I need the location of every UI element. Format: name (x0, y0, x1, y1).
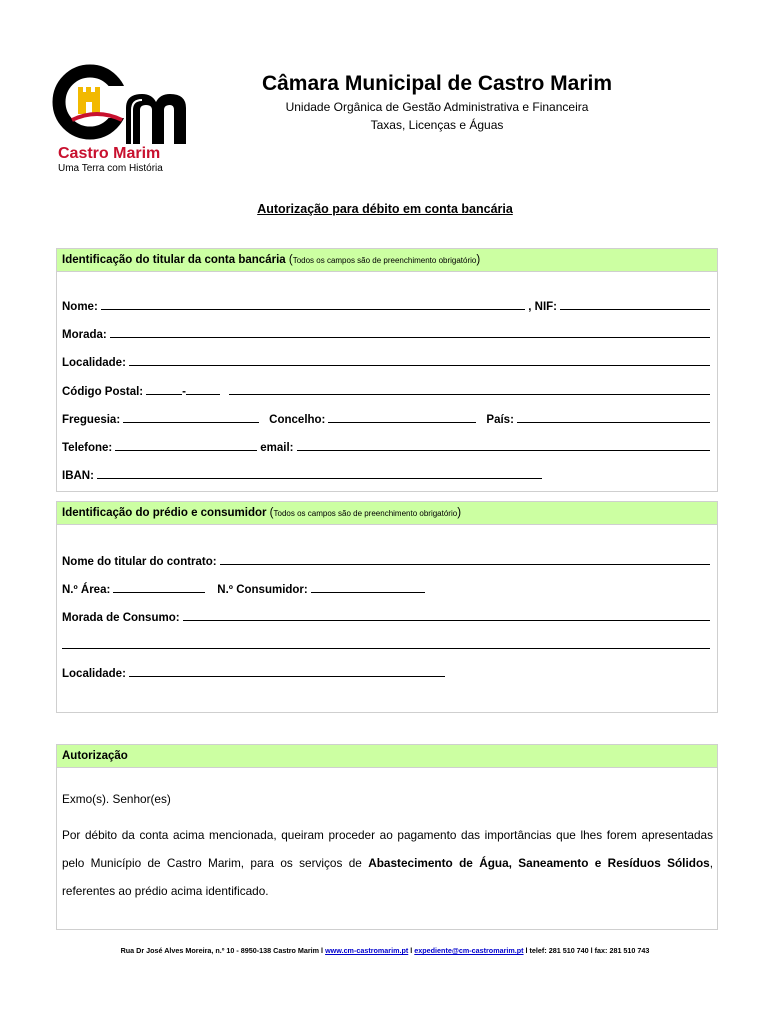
localidade-label: Localidade: (62, 357, 126, 369)
section-heading: Identificação do prédio e consumidor (62, 507, 267, 519)
titular-contrato-field[interactable] (220, 564, 710, 565)
organization-title: Câmara Municipal de Castro Marim (261, 72, 613, 95)
localidade-field[interactable] (129, 365, 710, 366)
area-label: N.º Área: (62, 584, 111, 596)
codigo-postal-prefix-field[interactable] (146, 394, 182, 395)
section-note: Todos os campos são de preenchimento obrigatório (292, 256, 477, 265)
localidade-consumo-row (62, 664, 713, 680)
localidade-consumo-label: Localidade: (62, 668, 126, 680)
freguesia-field[interactable] (123, 422, 259, 423)
iban-row (62, 466, 713, 482)
email-label: email: (260, 442, 294, 454)
footer-website-link[interactable]: www.cm-castromarim.pt (325, 946, 409, 955)
authorization-services: Abastecimento de Água, Saneamento e Resíduos Sólidos (368, 856, 710, 870)
authorization-body (62, 821, 713, 905)
morada-label: Morada: (62, 329, 107, 341)
codigo-postal-suffix-field[interactable] (186, 394, 220, 395)
localidade-consumo-field[interactable] (129, 676, 445, 677)
authorization-body-start: Por débito da conta acima mencionada, queiram proceder ao pagamento das importâncias que lhes forem apresentadas pelo Município de Castro Marim, para os serviços de (62, 828, 713, 870)
section-note: Todos os campos são de preenchimento obrigatório (273, 509, 458, 518)
morada-row (62, 325, 713, 341)
logo-town-name: Castro Marim (58, 145, 161, 162)
localidade-row (62, 353, 713, 369)
footer (0, 946, 770, 955)
section-header (57, 249, 717, 272)
nome-nif-row (62, 297, 713, 313)
pais-label: País: (486, 414, 514, 426)
footer-email-link[interactable]: expediente@cm-castromarim.pt (414, 946, 524, 955)
morada-consumo-row (62, 608, 713, 624)
section-header (57, 745, 717, 768)
morada-consumo-continuation-field[interactable] (62, 648, 710, 649)
organization-department: Taxas, Licenças e Águas (370, 118, 504, 132)
authorization-section (56, 744, 718, 930)
telefone-label: Telefone: (62, 442, 113, 454)
property-consumer-section (56, 501, 718, 713)
iban-label: IBAN: (62, 470, 94, 482)
footer-address: Rua Dr José Alves Moreira, n.º 10 - 8950-138 Castro Marim l (120, 946, 326, 955)
logo-slogan: Uma Terra com História (58, 163, 163, 174)
morada-consumo-label: Morada de Consumo: (62, 612, 180, 624)
authorization-greeting: Exmo(s). Senhor(es) (62, 792, 171, 806)
codigo-postal-label: Código Postal: (62, 386, 144, 398)
nome-label: Nome: (62, 301, 98, 313)
codigo-postal-separator: - (182, 386, 186, 398)
nif-field[interactable] (560, 309, 710, 310)
section-header (57, 502, 717, 525)
section-note-paren-close: ) (476, 254, 481, 266)
footer-phones: l telef: 281 510 740 l fax: 281 510 743 (523, 946, 650, 955)
authorization-body-end: , referentes ao prédio acima identificado. (62, 856, 713, 898)
section-heading: Autorização (62, 750, 128, 762)
footer-separator: l (408, 946, 415, 955)
morada-consumo-field[interactable] (183, 620, 710, 621)
section-note-paren-open: ( (285, 254, 293, 266)
nome-field[interactable] (101, 309, 525, 310)
cm-logo-icon (52, 64, 202, 146)
morada-consumo-continuation-row (62, 636, 713, 652)
titular-contrato-row (62, 552, 713, 568)
section-note-paren-close: ) (457, 507, 462, 519)
castle-tower-icon (78, 87, 100, 114)
morada-field[interactable] (110, 337, 710, 338)
area-field[interactable] (113, 592, 205, 593)
nif-label: , NIF: (528, 301, 557, 313)
telefone-field[interactable] (115, 450, 257, 451)
form-title: Autorização para débito em conta bancária (257, 202, 513, 216)
concelho-field[interactable] (328, 422, 476, 423)
telefone-email-row (62, 438, 713, 454)
section-heading: Identificação do titular da conta bancária (62, 254, 286, 266)
concelho-label: Concelho: (269, 414, 326, 426)
consumidor-field[interactable] (311, 592, 425, 593)
freguesia-label: Freguesia: (62, 414, 121, 426)
pais-field[interactable] (517, 422, 710, 423)
iban-field[interactable] (97, 478, 542, 479)
consumidor-label: N.º Consumidor: (217, 584, 308, 596)
freguesia-concelho-pais-row (62, 410, 713, 426)
codigo-postal-locality-field[interactable] (229, 394, 710, 395)
area-consumidor-row (62, 580, 713, 596)
account-holder-section (56, 248, 718, 492)
organization-unit: Unidade Orgânica de Gestão Administrativa e Financeira (285, 100, 589, 114)
email-field[interactable] (297, 450, 710, 451)
municipality-logo (52, 64, 202, 176)
section-note-paren-open: ( (266, 507, 274, 519)
titular-contrato-label: Nome do titular do contrato: (62, 556, 217, 568)
codigo-postal-row (62, 382, 713, 398)
